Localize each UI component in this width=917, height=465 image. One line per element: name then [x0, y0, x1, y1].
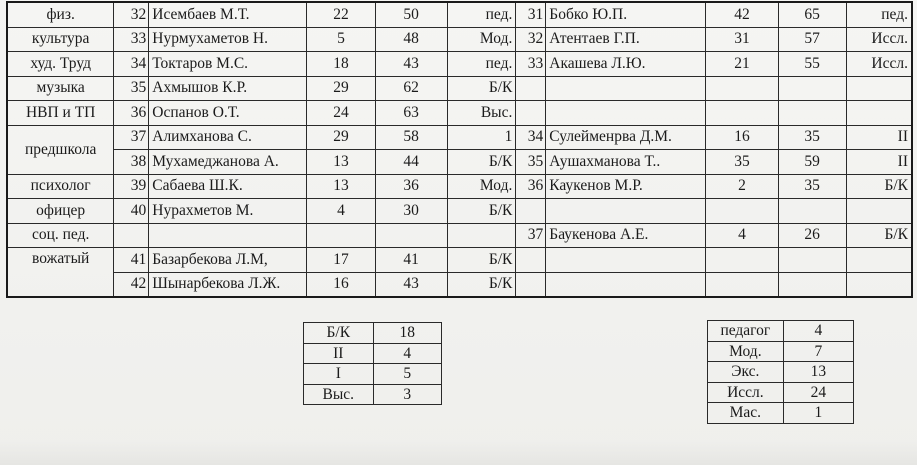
summary-row — [708, 341, 854, 362]
table-row — [7, 150, 912, 175]
left-category-cell: Выс. — [447, 101, 516, 126]
left-number-cell: 34 — [114, 52, 149, 77]
left-value-a-cell: 13 — [307, 174, 376, 199]
right-number-cell — [516, 101, 546, 126]
right-number-cell — [516, 199, 546, 224]
right-name-cell — [546, 76, 706, 101]
right-number-cell: 32 — [516, 27, 546, 52]
category-cell: предшкола — [7, 125, 114, 174]
right-value-a-cell: 42 — [706, 2, 779, 27]
right-category-cell — [846, 248, 912, 273]
summary-label-cell: Иссл. — [708, 382, 784, 403]
left-category-cell: Б/К — [447, 272, 516, 297]
right-name-cell: Акашева Л.Ю. — [546, 52, 706, 77]
right-name-cell — [546, 272, 706, 297]
left-category-cell: Б/К — [447, 76, 516, 101]
table-row — [7, 199, 912, 224]
category-cell: худ. Труд — [7, 52, 114, 77]
right-value-a-cell: 35 — [706, 150, 779, 175]
category-cell: вожатый — [7, 248, 114, 298]
right-value-a-cell — [706, 76, 779, 101]
right-name-cell — [546, 199, 706, 224]
right-value-a-cell: 4 — [706, 223, 779, 248]
right-category-cell: Иссл. — [846, 52, 912, 77]
left-category-cell: пед. — [447, 52, 516, 77]
table-row — [7, 27, 912, 52]
right-number-cell: 35 — [516, 150, 546, 175]
staff-table — [6, 1, 913, 298]
scan-shadow — [0, 440, 917, 465]
left-category-cell: пед. — [447, 2, 516, 27]
right-category-cell — [846, 76, 912, 101]
table-row — [7, 174, 912, 199]
left-value-b-cell: 58 — [375, 125, 447, 150]
right-name-cell: Баукенова А.Е. — [546, 223, 706, 248]
right-value-a-cell — [706, 272, 779, 297]
right-value-a-cell — [706, 101, 779, 126]
left-value-a-cell: 13 — [307, 150, 376, 175]
table-row — [7, 248, 912, 273]
right-value-b-cell: 35 — [778, 125, 846, 150]
left-name-cell: Алимханова С. — [149, 125, 307, 150]
left-name-cell: Оспанов О.Т. — [149, 101, 307, 126]
right-value-a-cell — [706, 199, 779, 224]
right-category-cell — [846, 101, 912, 126]
right-value-a-cell: 31 — [706, 27, 779, 52]
category-cell: соц. пед. — [7, 223, 114, 248]
right-value-b-cell: 57 — [778, 27, 846, 52]
left-category-cell: Б/К — [447, 150, 516, 175]
right-value-b-cell: 55 — [778, 52, 846, 77]
summary-count-cell: 24 — [783, 382, 853, 403]
summary-row — [304, 323, 442, 344]
left-name-cell — [149, 223, 307, 248]
left-category-cell: Мод. — [447, 174, 516, 199]
left-name-cell: Сабаева Ш.К. — [149, 174, 307, 199]
right-name-cell: Аушахманова Т.. — [546, 150, 706, 175]
right-name-cell — [546, 248, 706, 273]
right-category-cell: II — [846, 150, 912, 175]
left-value-b-cell: 50 — [375, 2, 447, 27]
left-category-cell — [447, 223, 516, 248]
right-value-b-cell: 26 — [778, 223, 846, 248]
left-category-cell: Б/К — [447, 248, 516, 273]
category-cell: офицер — [7, 199, 114, 224]
left-category-cell: 1 — [447, 125, 516, 150]
left-name-cell: Нурмухаметов Н. — [149, 27, 307, 52]
summary-label-cell: II — [304, 343, 374, 364]
summary-label-cell: Б/К — [304, 323, 374, 344]
right-value-a-cell: 2 — [706, 174, 779, 199]
right-value-a-cell — [706, 248, 779, 273]
summary-label-cell: педагог — [708, 321, 784, 342]
left-value-a-cell — [307, 223, 376, 248]
summary-label-cell: Мод. — [708, 341, 784, 362]
table-row — [7, 272, 912, 297]
category-cell: физ. — [7, 2, 114, 27]
summary-count-cell: 3 — [373, 384, 441, 405]
right-number-cell: 37 — [516, 223, 546, 248]
right-number-cell: 34 — [516, 125, 546, 150]
left-number-cell: 38 — [114, 150, 149, 175]
left-number-cell: 32 — [114, 2, 149, 27]
table-row — [7, 125, 912, 150]
right-category-cell — [846, 199, 912, 224]
right-category-cell: Иссл. — [846, 27, 912, 52]
table-row — [7, 76, 912, 101]
left-value-a-cell: 24 — [307, 101, 376, 126]
table-row — [7, 2, 912, 27]
left-value-a-cell: 18 — [307, 52, 376, 77]
right-number-cell — [516, 272, 546, 297]
table-row — [7, 52, 912, 77]
summary-label-cell: Мас. — [708, 403, 784, 424]
right-name-cell: Бобко Ю.П. — [546, 2, 706, 27]
category-cell: психолог — [7, 174, 114, 199]
staff-table-body — [7, 2, 912, 297]
right-value-a-cell: 21 — [706, 52, 779, 77]
summary-label-cell: Экс. — [708, 362, 784, 383]
right-number-cell — [516, 76, 546, 101]
left-number-cell: 36 — [114, 101, 149, 126]
left-number-cell: 42 — [114, 272, 149, 297]
degree-summary-table — [707, 320, 854, 424]
summary-count-cell: 13 — [783, 362, 853, 383]
left-number-cell: 40 — [114, 199, 149, 224]
right-value-b-cell — [778, 199, 846, 224]
right-name-cell: Сулейменрва Д.М. — [546, 125, 706, 150]
left-number-cell: 39 — [114, 174, 149, 199]
right-number-cell: 31 — [516, 2, 546, 27]
left-number-cell: 33 — [114, 27, 149, 52]
summary-row — [708, 362, 854, 383]
summary-row — [708, 403, 854, 424]
right-category-cell: пед. — [846, 2, 912, 27]
summary-row — [304, 343, 442, 364]
left-number-cell: 41 — [114, 248, 149, 273]
left-name-cell: Базарбекова Л.М, — [149, 248, 307, 273]
right-value-b-cell — [778, 248, 846, 273]
right-number-cell: 36 — [516, 174, 546, 199]
left-value-b-cell: 43 — [375, 272, 447, 297]
left-value-b-cell: 43 — [375, 52, 447, 77]
table-row — [7, 101, 912, 126]
right-number-cell — [516, 248, 546, 273]
left-name-cell: Нурахметов М. — [149, 199, 307, 224]
left-category-cell: Мод. — [447, 27, 516, 52]
left-value-b-cell: 62 — [375, 76, 447, 101]
left-name-cell: Шынарбекова Л.Ж. — [149, 272, 307, 297]
summary-count-cell: 1 — [783, 403, 853, 424]
left-name-cell: Токтаров М.С. — [149, 52, 307, 77]
summary-label-cell: Выс. — [304, 384, 374, 405]
right-value-a-cell: 16 — [706, 125, 779, 150]
summary-count-cell: 4 — [373, 343, 441, 364]
summary-row — [304, 364, 442, 385]
right-name-cell — [546, 101, 706, 126]
left-value-b-cell: 63 — [375, 101, 447, 126]
left-value-b-cell: 48 — [375, 27, 447, 52]
right-value-b-cell — [778, 272, 846, 297]
left-value-a-cell: 29 — [307, 125, 376, 150]
left-value-b-cell: 30 — [375, 199, 447, 224]
left-value-a-cell: 4 — [307, 199, 376, 224]
right-value-b-cell — [778, 76, 846, 101]
left-value-a-cell: 22 — [307, 2, 376, 27]
left-category-cell: Б/К — [447, 199, 516, 224]
left-number-cell: 35 — [114, 76, 149, 101]
summary-count-cell: 7 — [783, 341, 853, 362]
right-value-b-cell: 59 — [778, 150, 846, 175]
left-name-cell: Мухамеджанова А. — [149, 150, 307, 175]
left-value-b-cell — [375, 223, 447, 248]
left-value-b-cell: 41 — [375, 248, 447, 273]
left-value-a-cell: 16 — [307, 272, 376, 297]
right-category-cell: II — [846, 125, 912, 150]
left-value-a-cell: 29 — [307, 76, 376, 101]
left-name-cell: Исембаев М.Т. — [149, 2, 307, 27]
summary-row — [708, 382, 854, 403]
category-cell: музыка — [7, 76, 114, 101]
left-value-b-cell: 44 — [375, 150, 447, 175]
right-name-cell: Атентаев Г.П. — [546, 27, 706, 52]
left-name-cell: Ахмышов К.Р. — [149, 76, 307, 101]
left-value-a-cell: 5 — [307, 27, 376, 52]
category-summary-table — [303, 322, 442, 405]
left-number-cell: 37 — [114, 125, 149, 150]
summary-count-cell: 4 — [783, 321, 853, 342]
summary-row — [304, 384, 442, 405]
summary-row — [708, 321, 854, 342]
right-value-b-cell: 35 — [778, 174, 846, 199]
right-number-cell: 33 — [516, 52, 546, 77]
category-cell: НВП и ТП — [7, 101, 114, 126]
right-category-cell: Б/К — [846, 174, 912, 199]
right-category-cell — [846, 272, 912, 297]
table-row — [7, 223, 912, 248]
category-cell: культура — [7, 27, 114, 52]
right-category-cell: Б/К — [846, 223, 912, 248]
summary-count-cell: 5 — [373, 364, 441, 385]
right-name-cell: Каукенов М.Р. — [546, 174, 706, 199]
summary-count-cell: 18 — [373, 323, 441, 344]
right-value-b-cell — [778, 101, 846, 126]
right-value-b-cell: 65 — [778, 2, 846, 27]
left-number-cell — [114, 223, 149, 248]
left-value-b-cell: 36 — [375, 174, 447, 199]
summary-label-cell: I — [304, 364, 374, 385]
left-value-a-cell: 17 — [307, 248, 376, 273]
